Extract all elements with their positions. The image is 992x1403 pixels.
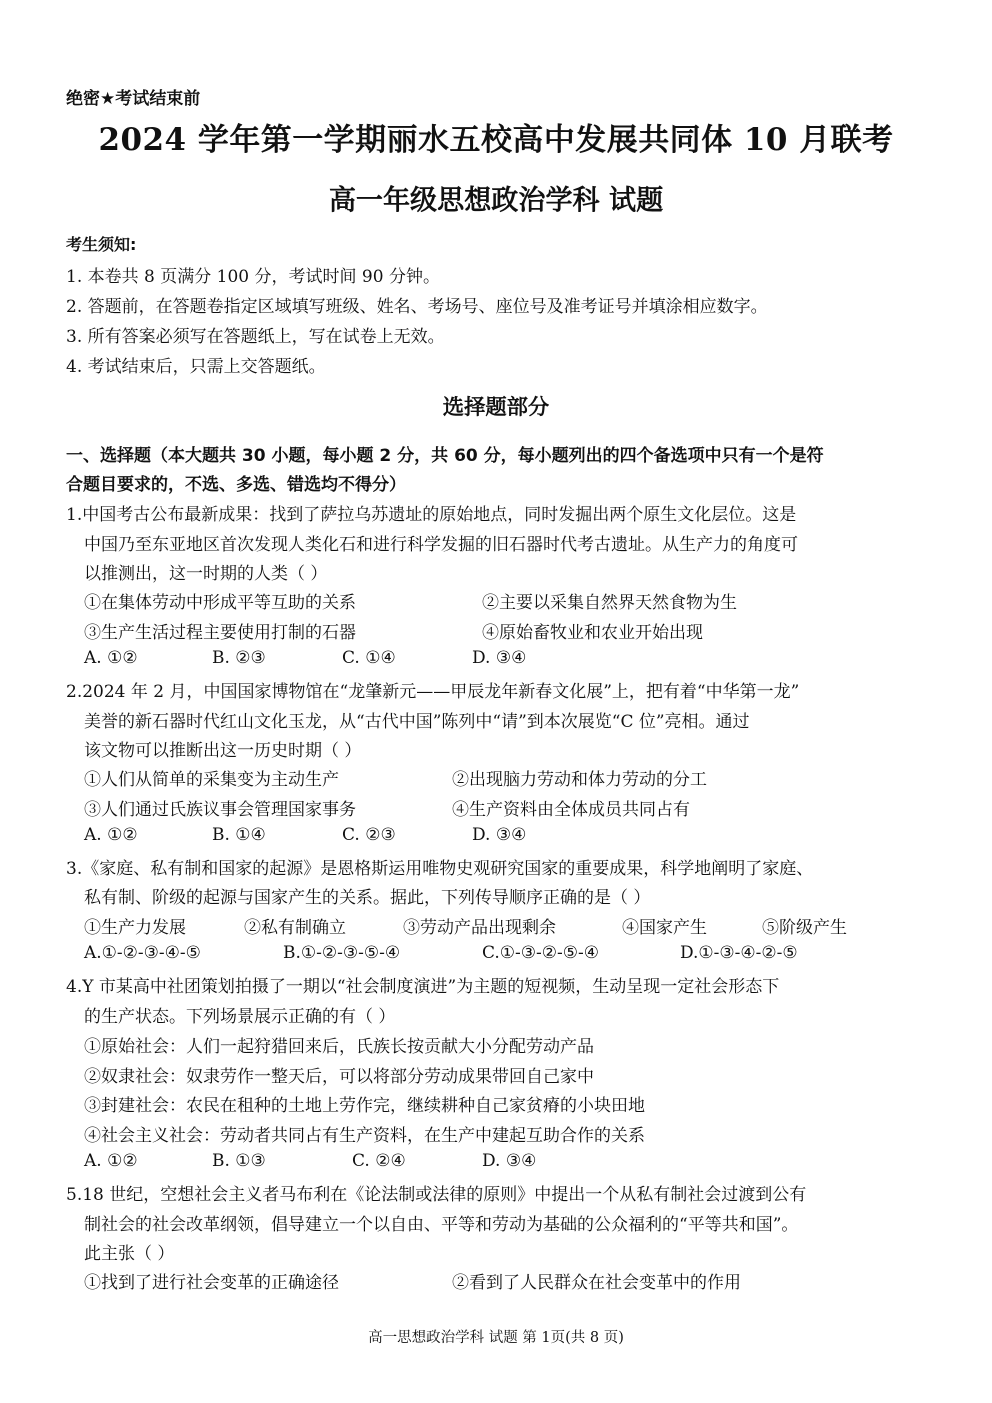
page-footer: 高一思想政治学科 试题 第 1页(共 8 页) <box>368 1330 624 1346</box>
notice-item: 3. 所有答案必须写在答题纸上，写在试卷上无效。 <box>66 327 445 347</box>
question-4-option: ③封建社会：农民在租种的土地上劳作完，继续耕种自己家贫瘠的小块田地 <box>84 1096 645 1116</box>
question-3-stem: 3.《家庭、私有制和国家的起源》是恩格斯运用唯物史观研究国家的重要成果，科学地阐明了家庭、 <box>66 859 814 879</box>
question-2-option: ④生产资料由全体成员共同占有 <box>452 800 690 820</box>
question-2-choice-d: D. ③④ <box>472 825 527 845</box>
question-3-option: ⑤阶级产生 <box>762 918 847 938</box>
question-3-option: ④国家产生 <box>622 918 707 938</box>
question-4-choice-c: C. ②④ <box>352 1151 406 1171</box>
question-3-option: ①生产力发展 <box>84 918 186 938</box>
notice-item: 2. 答题前，在答题卷指定区域填写班级、姓名、考场号、座位号及准考证号并填涂相应数字。 <box>66 297 768 317</box>
question-1-stem: 中国乃至东亚地区首次发现人类化石和进行科学发掘的旧石器时代考古遗址。从生产力的角度可 <box>84 535 798 555</box>
question-3-option: ②私有制确立 <box>244 918 346 938</box>
notice-heading: 考生须知: <box>66 235 137 254</box>
section-title: 选择题部分 <box>442 395 550 420</box>
notice-item: 1. 本卷共 8 页满分 100 分，考试时间 90 分钟。 <box>66 267 440 287</box>
question-1-option: ④原始畜牧业和农业开始出现 <box>482 623 703 643</box>
question-4-option: ④社会主义社会：劳动者共同占有生产资料，在生产中建起互助合作的关系 <box>84 1126 645 1146</box>
question-1-choice-a: A. ①② <box>84 648 138 668</box>
question-5-option: ②看到了人民群众在社会变革中的作用 <box>452 1273 741 1293</box>
question-2-option: ③人们通过氏族议事会管理国家事务 <box>84 800 356 820</box>
question-1-stem: 以推测出，这一时期的人类（ ） <box>84 564 328 584</box>
question-5-stem: 5.18 世纪，空想社会主义者马布利在《论法制或法律的原则》中提出一个从私有制社会过渡到公有 <box>66 1185 807 1205</box>
question-2-stem: 该文物可以推断出这一历史时期（ ） <box>84 741 362 761</box>
question-4-stem: 4.Y 市某高中社团策划拍摄了一期以“社会制度演进”为主题的短视频，生动呈现一定社会形态下 <box>66 977 780 997</box>
question-1-choice-c: C. ①④ <box>342 648 396 668</box>
question-4-choice-d: D. ③④ <box>482 1151 537 1171</box>
question-3-choice-d: D.①-③-④-②-⑤ <box>680 943 798 963</box>
question-4-choice-a: A. ①② <box>84 1151 138 1171</box>
question-1-stem: 1.中国考古公布最新成果：找到了萨拉乌苏遗址的原始地点，同时发掘出两个原生文化层位。这是 <box>66 505 797 525</box>
question-1-choice-b: B. ②③ <box>212 648 266 668</box>
question-5-option: ①找到了进行社会变革的正确途径 <box>84 1273 339 1293</box>
confidential-label: 绝密★考试结束前 <box>66 89 201 109</box>
question-3-stem: 私有制、阶级的起源与国家产生的关系。据此，下列传导顺序正确的是（ ） <box>84 888 651 908</box>
question-3-choice-a: A.①-②-③-④-⑤ <box>84 943 201 963</box>
question-4-stem: 的生产状态。下列场景展示正确的有（ ） <box>84 1007 396 1027</box>
question-1-option: ①在集体劳动中形成平等互助的关系 <box>84 593 356 613</box>
question-3-option: ③劳动产品出现剩余 <box>403 918 556 938</box>
question-2-stem: 2.2024 年 2 月，中国国家博物馆在“龙肇新元——甲辰龙年新春文化展”上，把有着“中华第一龙” <box>66 682 800 702</box>
question-2-option: ①人们从简单的采集变为主动生产 <box>84 770 339 790</box>
notice-item: 4. 考试结束后，只需上交答题纸。 <box>66 357 326 377</box>
question-2-choice-c: C. ②③ <box>342 825 396 845</box>
question-4-option: ①原始社会：人们一起狩猎回来后，氏族长按贡献大小分配劳动产品 <box>84 1037 594 1057</box>
question-2-option: ②出现脑力劳动和体力劳动的分工 <box>452 770 707 790</box>
question-4-option: ②奴隶社会：奴隶劳作一整天后，可以将部分劳动成果带回自己家中 <box>84 1067 594 1087</box>
question-1-option: ②主要以采集自然界天然食物为生 <box>482 593 737 613</box>
question-1-option: ③生产生活过程主要使用打制的石器 <box>84 623 356 643</box>
section-instruction-line: 一、选择题（本大题共 30 小题，每小题 2 分，共 60 分，每小题列出的四个备选项中只有一个是符 <box>66 446 824 466</box>
question-1-choice-d: D. ③④ <box>472 648 527 668</box>
section-instruction-line: 合题目要求的，不选、多选、错选均不得分） <box>66 475 406 495</box>
question-5-stem: 此主张（ ） <box>84 1244 175 1264</box>
question-5-stem: 制社会的社会改革纲领，倡导建立一个以自由、平等和劳动为基础的公众福利的“平等共和国”。 <box>84 1215 799 1235</box>
exam-title: 2024 学年第一学期丽水五校高中发展共同体 10 月联考 <box>98 122 894 158</box>
question-3-choice-c: C.①-③-②-⑤-④ <box>482 943 599 963</box>
question-2-choice-a: A. ①② <box>84 825 138 845</box>
question-2-stem: 美誉的新石器时代红山文化玉龙，从“古代中国”陈列中“请”到本次展览“C 位”亮相。通过 <box>84 712 750 732</box>
exam-subtitle: 高一年级思想政治学科 试题 <box>328 185 664 216</box>
question-4-choice-b: B. ①③ <box>212 1151 266 1171</box>
question-3-choice-b: B.①-②-③-⑤-④ <box>283 943 401 963</box>
question-2-choice-b: B. ①④ <box>212 825 266 845</box>
